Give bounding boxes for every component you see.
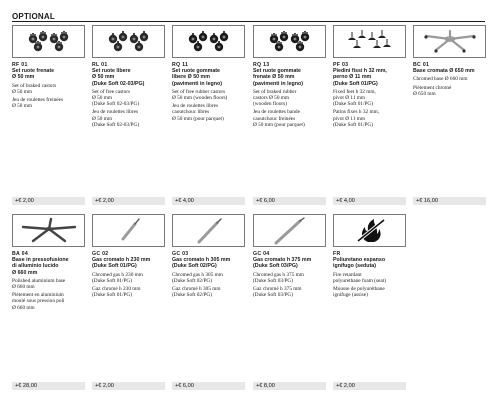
option-title-it: (pavimenti in legno) bbox=[172, 80, 223, 87]
option-description-fr: Piètement chromé bbox=[413, 84, 452, 91]
option-code: RF 01 bbox=[12, 62, 28, 68]
option-description-en: (Duke Soft 01/PG) bbox=[333, 101, 374, 108]
option-title-it: (Duke Soft 02-03/PG) bbox=[92, 80, 145, 87]
option-price: +€ 2,00 bbox=[92, 382, 165, 390]
option-description-fr: Jeu de roulettes libres bbox=[92, 109, 139, 116]
section-title: OPTIONAL bbox=[12, 12, 55, 21]
option-title-it: Set ruote frenate bbox=[12, 68, 55, 75]
option-title-it: Set ruote gommate bbox=[253, 68, 301, 75]
option-price: +€ 28,00 bbox=[12, 382, 85, 390]
gas-lift-short-icon bbox=[92, 214, 165, 247]
option-description-fr: Gaz chromé h 305 mm bbox=[172, 286, 221, 293]
option-title-it: (Duke Soft 01/PG) bbox=[92, 263, 137, 270]
option-code: BA 04 bbox=[12, 251, 29, 257]
option-description-en: Set of braked castors bbox=[12, 82, 57, 89]
options-row-2 bbox=[12, 214, 486, 390]
aluminium-base-icon bbox=[12, 214, 85, 247]
option-card[interactable] bbox=[253, 25, 326, 205]
option-title-it: ignifugo (seduta) bbox=[333, 263, 376, 270]
options-row-1 bbox=[12, 25, 486, 205]
option-card[interactable] bbox=[92, 214, 165, 390]
option-card[interactable] bbox=[333, 25, 406, 205]
option-code: RQ 13 bbox=[253, 62, 270, 68]
option-price: +€ 2,00 bbox=[12, 197, 85, 205]
option-code: GC 04 bbox=[253, 251, 270, 257]
option-card[interactable] bbox=[92, 25, 165, 205]
option-description-en: (wooden floors) bbox=[253, 101, 287, 108]
option-description-en: Chromed gas h 375 mm bbox=[253, 271, 304, 278]
option-title-it: Gas cromato h 230 mm bbox=[92, 257, 151, 264]
option-price: +€ 4,00 bbox=[172, 197, 245, 205]
option-price: +€ 2,00 bbox=[92, 197, 165, 205]
option-description-en: Set of braked rubber bbox=[253, 88, 297, 95]
option-card[interactable] bbox=[413, 25, 486, 205]
option-description-en: Ø 50 mm (wooden floors) bbox=[172, 95, 228, 102]
option-description-fr: (Duke Soft 02-03/PG) bbox=[92, 121, 140, 128]
option-title-it: (Duke Soft 02/PG) bbox=[172, 263, 217, 270]
gas-lift-medium-icon bbox=[172, 214, 245, 247]
option-description-fr: (Duke Soft 01/PG) bbox=[333, 121, 374, 128]
option-description-fr: Ø 50 mm bbox=[12, 103, 33, 110]
section-divider bbox=[12, 21, 485, 22]
option-description-fr: caoutchouc libres bbox=[172, 109, 210, 116]
option-description-fr: pivot Ø 11 mm bbox=[333, 115, 366, 122]
option-description-en: Ø 50 mm bbox=[92, 95, 113, 102]
option-description-fr: caoutchouc freinées bbox=[253, 115, 296, 122]
option-description-en: (Duke Soft 02/PG) bbox=[172, 277, 213, 284]
option-description-fr: Patins fixes h 32 mm, bbox=[333, 109, 380, 116]
option-code: GC 03 bbox=[172, 251, 189, 257]
option-card[interactable] bbox=[253, 214, 326, 390]
option-description-fr: Ø 50 mm (pour parquet) bbox=[253, 121, 305, 128]
option-card[interactable] bbox=[172, 25, 245, 205]
option-description-fr: Ø 50 mm (pour parquet) bbox=[172, 115, 224, 122]
option-description-en: Set of free rubber castors bbox=[172, 88, 226, 95]
option-description-en: Set of free castors bbox=[92, 88, 131, 95]
option-code: GC 02 bbox=[92, 251, 109, 257]
option-price: +€ 6,00 bbox=[172, 382, 245, 390]
option-title-it: Poliuretano espanso bbox=[333, 257, 386, 264]
braked-castors-icon bbox=[12, 25, 85, 58]
option-description-fr: Mousse de polyuréthane bbox=[333, 286, 385, 293]
option-code: FR bbox=[333, 251, 341, 257]
option-description-en: Fire retardant bbox=[333, 271, 362, 278]
option-price: +€ 16,00 bbox=[413, 197, 486, 205]
option-description-en: (Duke Soft 02-03/PG) bbox=[92, 101, 140, 108]
option-description-en: Chromed gas h 230 mm bbox=[92, 271, 143, 278]
option-description-fr: Ø 50 mm bbox=[92, 115, 113, 122]
option-description-en: polyurethane foam (seat) bbox=[333, 277, 386, 284]
option-description-fr: Ø 650 mm bbox=[413, 90, 436, 97]
option-title-it: Ø 50 mm bbox=[12, 74, 35, 81]
option-price: +€ 2,00 bbox=[333, 382, 406, 390]
option-title-it: Gas cromato h 305 mm bbox=[172, 257, 231, 264]
free-castors-icon bbox=[92, 25, 165, 58]
option-description-en: (Duke Soft 03/PG) bbox=[253, 277, 294, 284]
option-title-it: Base cromata Ø 650 mm bbox=[413, 68, 475, 75]
option-description-fr: Jeu de roulettes freinées bbox=[12, 97, 64, 104]
option-description-fr: (Duke Soft 01/PG) bbox=[92, 292, 133, 299]
option-card[interactable] bbox=[12, 214, 85, 390]
option-title-it: di alluminio lucido bbox=[12, 263, 59, 270]
option-title-it: Set ruote gommate bbox=[172, 68, 220, 75]
fixed-feet-icon bbox=[333, 25, 406, 58]
option-description-en: Polished aluminium base bbox=[12, 277, 66, 284]
option-description-fr: moulé sous pression poli bbox=[12, 298, 65, 305]
option-title-it: Set ruote libere bbox=[92, 68, 131, 75]
option-code: RQ 11 bbox=[172, 62, 189, 68]
braked-rubber-castors-icon bbox=[253, 25, 326, 58]
option-description-en: Fixed feet h 32 mm, bbox=[333, 88, 376, 95]
option-title-it: frenate Ø 50 mm bbox=[253, 74, 295, 81]
option-title-it: Base in pressofusione bbox=[12, 257, 69, 264]
option-description-en: Ø 50 mm bbox=[12, 88, 33, 95]
option-description-fr: Piètement en aluminium bbox=[12, 292, 64, 299]
option-title-it: (Duke Soft 03/PG) bbox=[253, 263, 298, 270]
option-description-fr: (Duke Soft 02/PG) bbox=[172, 292, 213, 299]
option-title-it: libere Ø 50 mm bbox=[172, 74, 210, 81]
option-title-it: Piedini fissi h 32 mm, bbox=[333, 68, 387, 75]
gas-lift-long-icon bbox=[253, 214, 326, 247]
option-title-it: (pavimenti in legno) bbox=[253, 80, 304, 87]
option-description-fr: ignifuge (assise) bbox=[333, 292, 368, 299]
option-title-it: Ø 50 mm bbox=[92, 74, 115, 81]
option-code: PF 03 bbox=[333, 62, 349, 68]
option-description-fr: Jeu de roulettes libres bbox=[172, 103, 219, 110]
option-description-en: Chromed gas h 305 mm bbox=[172, 271, 223, 278]
option-card[interactable] bbox=[172, 214, 245, 390]
option-description-fr: (Duke Soft 03/PG) bbox=[253, 292, 294, 299]
option-title-it: perno Ø 11 mm bbox=[333, 74, 372, 81]
option-card[interactable] bbox=[12, 25, 85, 205]
option-title-it: (Duke Soft 01/PG) bbox=[333, 80, 378, 87]
option-code: RL 01 bbox=[92, 62, 108, 68]
option-description-en: castors Ø 50 mm bbox=[253, 95, 290, 102]
option-title-it: Ø 660 mm bbox=[12, 269, 38, 276]
option-price: +€ 6,00 bbox=[253, 197, 326, 205]
option-description-en: Chromed base Ø 660 mm bbox=[413, 76, 468, 83]
option-title-it: Gas cromato h 375 mm bbox=[253, 257, 312, 264]
option-description-en: pivot Ø 11 mm bbox=[333, 95, 366, 102]
option-description-en: (Duke Soft 01/PG) bbox=[92, 277, 133, 284]
chrome-base-icon bbox=[413, 25, 486, 58]
option-description-en: Ø 660 mm bbox=[12, 284, 35, 291]
option-description-fr: Gaz chromé h 230 mm bbox=[92, 286, 141, 293]
option-price: +€ 4,00 bbox=[333, 197, 406, 205]
option-code: BC 01 bbox=[413, 62, 430, 68]
option-description-fr: Jeu de roulettes bande bbox=[253, 109, 300, 116]
option-card[interactable] bbox=[333, 214, 406, 390]
option-description-fr: Ø 660 mm bbox=[12, 304, 35, 311]
fire-retardant-icon bbox=[333, 214, 406, 247]
option-price: +€ 8,00 bbox=[253, 382, 326, 390]
option-description-fr: Gaz chromé h 375 mm bbox=[253, 286, 302, 293]
rubber-castors-icon bbox=[172, 25, 245, 58]
